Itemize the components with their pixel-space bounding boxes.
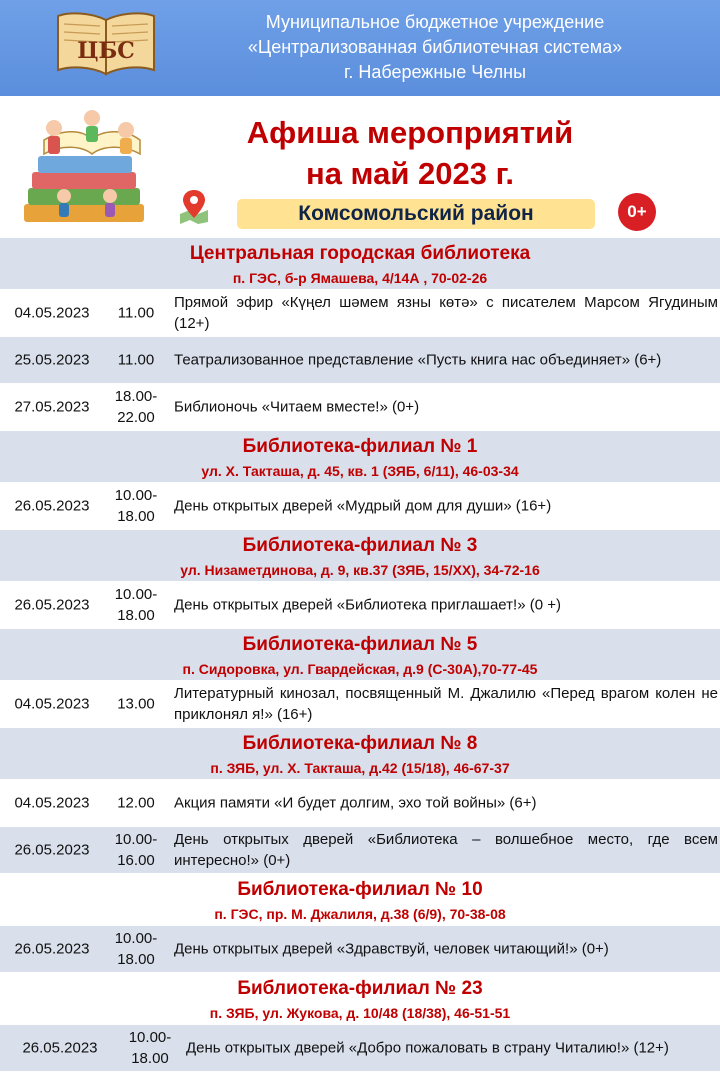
event-date: 25.05.2023 <box>14 351 90 369</box>
event-row <box>0 290 720 337</box>
events-table <box>0 238 720 1072</box>
event-title: День открытых дверей «Добро пожаловать в страну Читалию!» (12+) <box>186 1039 669 1057</box>
event-time: 18.00- 22.00 <box>114 388 158 426</box>
event-title: Библионочь «Читаем вместе!» (0+) <box>174 398 420 416</box>
library-section-header <box>0 431 720 483</box>
library-address: п. ЗЯБ, ул. Х. Такташа, д.42 (15/18), 46-67-37 <box>210 760 510 776</box>
event-time: 10.00- 18.00 <box>128 1029 172 1067</box>
header-line-3: г. Набережные Челны <box>343 62 527 82</box>
library-address: п. ГЭС, пр. М. Джалиля, д.38 (6/9), 70-38-08 <box>214 906 506 922</box>
header-line-1: Муниципальное бюджетное учреждение <box>265 12 605 32</box>
map-pin-icon <box>176 188 212 224</box>
poster-title-line-2: на май 2023 г. <box>305 156 514 191</box>
kids-with-books-illustration <box>14 100 164 236</box>
event-time: 10.00- 16.00 <box>114 831 158 869</box>
library-address: ул. Низаметдинова, д. 9, кв.37 (ЗЯБ, 15/XX), 34-72-16 <box>180 562 540 578</box>
institution-name <box>170 10 700 85</box>
event-title: Литературный кинозал, посвященный М. Джалилю «Перед врагом колен не приклонял я!» (16+) <box>174 685 718 723</box>
event-date: 26.05.2023 <box>14 497 90 515</box>
library-section-header <box>0 874 720 926</box>
library-address: п. ЗЯБ, ул. Жукова, д. 10/48 (18/38), 46-51-51 <box>209 1005 511 1021</box>
event-date: 04.05.2023 <box>14 794 90 812</box>
event-date: 04.05.2023 <box>14 304 90 322</box>
event-time: 11.00 <box>117 304 155 322</box>
library-name: Библиотека-филиал № 23 <box>237 978 483 999</box>
library-name: Библиотека-филиал № 8 <box>242 733 478 754</box>
library-section-header <box>0 238 720 290</box>
event-time: 11.00 <box>117 351 155 369</box>
library-section-header <box>0 629 720 681</box>
library-section-header <box>0 973 720 1025</box>
event-date: 26.05.2023 <box>22 1039 98 1057</box>
library-name: Библиотека-филиал № 1 <box>242 436 478 457</box>
event-row <box>0 384 720 431</box>
event-title: Акция памяти «И будет долгим, эхо той войны» (6+) <box>174 794 537 812</box>
library-section-header <box>0 728 720 780</box>
event-title: Театрализованное представление «Пусть книга нас объединяет» (6+) <box>174 351 662 369</box>
event-title: День открытых дверей «Библиотека – волшебное место, где всем интересно!» (0+) <box>174 831 718 869</box>
header-banner <box>0 0 720 96</box>
library-name: Центральная городская библиотека <box>189 243 531 264</box>
event-row <box>0 582 720 629</box>
event-date: 04.05.2023 <box>14 695 90 713</box>
library-name: Библиотека-филиал № 3 <box>242 535 478 556</box>
svg-text:ЦБС: ЦБС <box>77 38 135 64</box>
event-time: 13.00 <box>117 695 155 713</box>
district-label: Комсомольский район <box>237 199 595 229</box>
header-line-2: «Централизованная библиотечная система» <box>247 37 623 57</box>
event-time: 10.00- 18.00 <box>114 586 158 624</box>
event-row <box>0 780 720 827</box>
event-row <box>0 926 720 973</box>
event-row <box>0 1025 720 1072</box>
event-date: 26.05.2023 <box>14 841 90 859</box>
event-title: День открытых дверей «Мудрый дом для души» (16+) <box>174 497 552 515</box>
library-address: ул. Х. Такташа, д. 45, кв. 1 (ЗЯБ, 6/11), 46-03-34 <box>201 463 519 479</box>
event-time: 10.00- 18.00 <box>114 487 158 525</box>
event-row <box>0 337 720 384</box>
library-address: п. Сидоровка, ул. Гвардейская, д.9 (С-30А),70-77-45 <box>182 661 538 677</box>
event-time: 10.00- 18.00 <box>114 930 158 968</box>
library-section-header <box>0 530 720 582</box>
event-title: Прямой эфир «Күңел шәмем язны көтә» с писателем Марсом Ягудиным (12+) <box>174 294 718 332</box>
event-row <box>0 681 720 728</box>
event-row <box>0 483 720 530</box>
event-date: 26.05.2023 <box>14 940 90 958</box>
library-name: Библиотека-филиал № 10 <box>237 879 483 900</box>
event-title: День открытых дверей «Здравствуй, человек читающий!» (0+) <box>174 940 609 958</box>
event-time: 12.00 <box>117 794 155 812</box>
event-row <box>0 827 720 874</box>
poster-title-line-1: Афиша мероприятий <box>246 115 574 150</box>
event-date: 26.05.2023 <box>14 596 90 614</box>
event-title: День открытых дверей «Библиотека приглашает!» (0 +) <box>174 596 561 614</box>
age-rating-badge: 0+ <box>618 193 656 231</box>
event-date: 27.05.2023 <box>14 398 90 416</box>
poster-title <box>180 112 640 194</box>
library-name: Библиотека-филиал № 5 <box>242 634 478 655</box>
library-logo-icon <box>54 10 158 76</box>
library-address: п. ГЭС, б-р Ямашева, 4/14А , 70-02-26 <box>232 270 488 286</box>
